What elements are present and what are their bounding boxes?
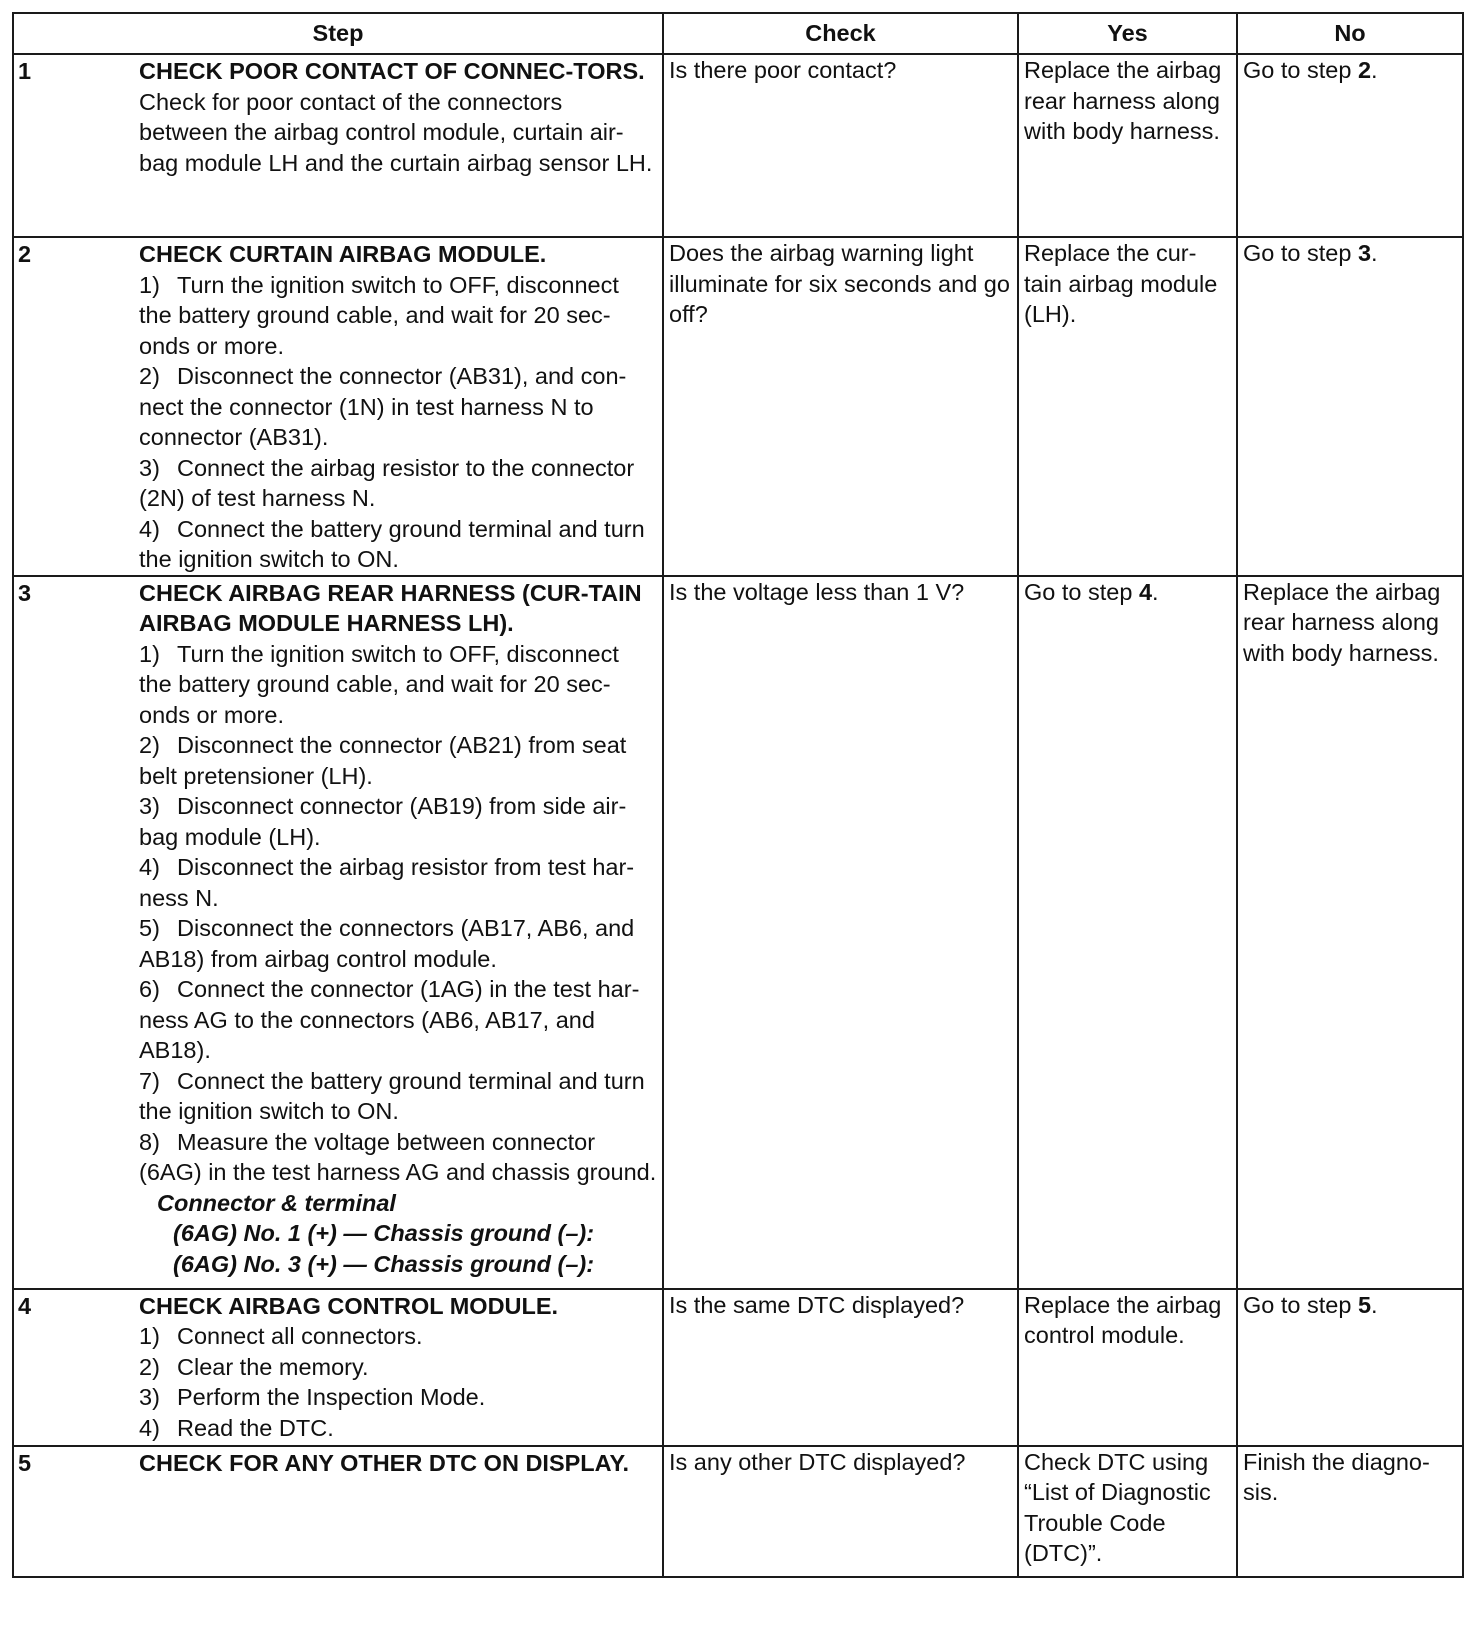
check-cell: Is the voltage less than 1 V? [663,576,1018,1289]
step-cell [13,1446,663,1577]
no-cell [1237,1289,1463,1446]
instruction-text: Connect the connector (1AG) in the test har-ness AG to the connectors (AB6, AB17, and AB18). [139,976,640,1063]
step-cell [13,237,663,576]
no-text: Go to step [1243,1291,1358,1318]
instruction-number: 6) [139,976,160,1002]
step-text: Check for poor contact of the connectors between the airbag control module, curtain air-bag module LH and the curtain airbag sensor LH. [139,88,653,176]
instruction-number: 4) [139,1414,160,1441]
no-text-end: . [1371,57,1378,83]
table-row [13,576,1463,1289]
check-cell: Is any other DTC displayed? [663,1446,1018,1577]
instruction [139,1127,657,1188]
step-number: 2 [18,241,32,267]
instruction-number: 4) [139,854,160,880]
instruction [139,361,657,453]
instruction-number: 2) [139,732,160,758]
yes-step-ref: 4 [1138,578,1153,605]
instruction [139,639,657,731]
step-number: 5 [18,1449,32,1476]
instruction-number: 3) [139,454,160,481]
no-cell: Replace the airbag rear harness along with body harness. [1237,576,1463,1289]
no-step-ref: 3 [1357,240,1372,266]
no-cell: Finish the diagno-sis. [1237,1446,1463,1577]
yes-cell [1018,576,1237,1289]
no-cell [1237,54,1463,237]
instruction-text: Turn the ignition switch to OFF, disconnect the battery ground cable, and wait for 20 sec-onds or more. [139,640,619,728]
step-title: CHECK FOR ANY OTHER DTC ON DISPLAY. [139,1449,630,1476]
instruction [139,514,657,575]
instruction-text: Disconnect the connector (AB31), and con-nect the connector (1N) in test harness N to connector (AB31). [139,363,627,450]
instruction [139,791,657,852]
instruction-text: Clear the memory. [177,1353,369,1380]
instruction-text: Disconnect the connectors (AB17, AB6, and AB18) from airbag control module. [139,915,635,972]
step-title: CHECK AIRBAG REAR HARNESS (CUR-TAIN AIRBAG MODULE HARNESS LH). [139,579,642,636]
instruction-text: Connect the airbag resistor to the connector (2N) of test harness N. [139,454,635,511]
header-no: No [1237,13,1463,54]
instruction-number: 2) [139,1353,160,1380]
instruction-text: Turn the ignition switch to OFF, disconnect the battery ground cable, and wait for 20 sec-onds or more. [139,271,619,359]
table-row [13,237,1463,576]
step-number: 3 [18,579,32,606]
instruction [139,1413,657,1444]
instruction [139,270,657,362]
spec-line: (6AG) No. 3 (+) — Chassis ground (–): [173,1250,595,1277]
no-text: Go to step [1243,57,1358,83]
instruction [139,852,657,913]
instruction [139,913,657,974]
instruction-text: Disconnect the connector (AB21) from seat belt pretensioner (LH). [139,732,627,789]
instruction-number: 1) [139,640,160,667]
instruction-text: Connect the battery ground terminal and turn the ignition switch to ON. [139,515,645,572]
yes-cell: Replace the airbag control module. [1018,1289,1237,1446]
header-row [13,13,1463,54]
yes-cell: Check DTC using “List of Diagnostic Trouble Code (DTC)”. [1018,1446,1237,1577]
header-check: Check [663,13,1018,54]
instruction-text: Measure the voltage between connector (6AG) in the test harness AG and chassis ground. [139,1128,657,1185]
table-row [13,54,1463,237]
check-cell: Does the airbag warning light illuminate for six seconds and go off? [663,237,1018,576]
instruction-text: Connect the battery ground terminal and turn the ignition switch to ON. [139,1067,645,1124]
no-text-end: . [1371,1291,1378,1318]
step-title: CHECK POOR CONTACT OF CONNEC-TORS. [139,58,645,84]
no-cell [1237,237,1463,576]
yes-cell: Replace the cur-tain airbag module (LH). [1018,237,1237,576]
instruction-number: 7) [139,1067,160,1094]
instruction-number: 8) [139,1128,160,1155]
yes-cell: Replace the airbag rear harness along with body harness. [1018,54,1237,237]
instruction-number: 3) [139,1384,160,1410]
step-title: CHECK CURTAIN AIRBAG MODULE. [139,241,547,267]
header-yes: Yes [1018,13,1237,54]
instruction-text: Perform the Inspection Mode. [177,1384,486,1410]
instruction-number: 3) [139,793,160,819]
spec-line: (6AG) No. 1 (+) — Chassis ground (–): [173,1220,595,1246]
instruction-number: 5) [139,915,160,941]
instruction [139,1352,657,1383]
table-row [13,1289,1463,1446]
table-row [13,1446,1463,1577]
yes-text-end: . [1152,578,1159,605]
no-text: Go to step [1243,240,1358,266]
step-cell [13,54,663,237]
step-cell [13,1289,663,1446]
instruction-number: 4) [139,515,160,542]
instruction [139,1382,657,1413]
instruction [139,453,657,514]
step-title: CHECK AIRBAG CONTROL MODULE. [139,1292,559,1319]
check-cell: Is the same DTC displayed? [663,1289,1018,1446]
instruction-text: Connect all connectors. [177,1323,423,1349]
diagnostic-table [12,12,1464,1578]
no-text-end: . [1371,240,1378,266]
instruction-text: Disconnect the airbag resistor from test har-ness N. [139,854,635,911]
instruction [139,1321,657,1352]
header-step: Step [13,13,663,54]
instruction-number: 1) [139,1323,160,1349]
no-step-ref: 2 [1357,57,1372,83]
instruction [139,1066,657,1127]
step-number: 4 [18,1292,32,1319]
instruction-text: Disconnect connector (AB19) from side air-bag module (LH). [139,793,627,850]
spec-heading: Connector & terminal [157,1189,396,1216]
no-step-ref: 5 [1357,1291,1372,1318]
instruction [139,974,657,1066]
instruction [139,730,657,791]
instruction-text: Read the DTC. [177,1414,334,1441]
step-number: 1 [18,58,32,84]
step-cell [13,576,663,1289]
yes-text: Go to step [1024,578,1139,605]
instruction-number: 2) [139,363,160,389]
check-cell: Is there poor contact? [663,54,1018,237]
instruction-number: 1) [139,271,160,298]
